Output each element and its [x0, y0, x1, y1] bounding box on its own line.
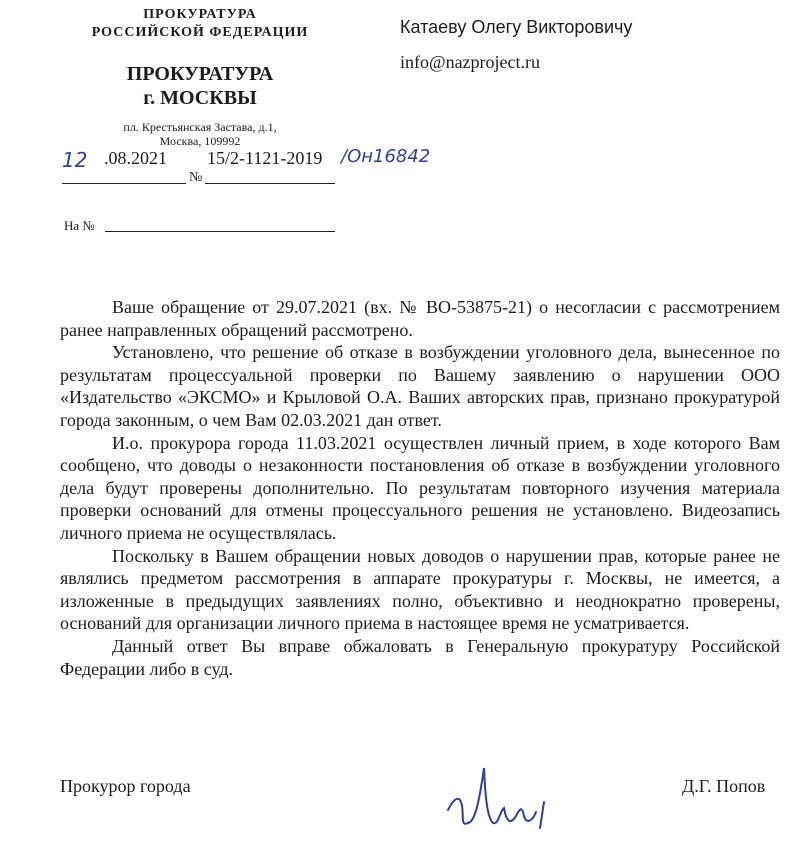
letter-body	[60, 296, 780, 680]
address-line2: Москва, 109992	[159, 134, 241, 148]
number-label: №	[189, 170, 203, 185]
registration-number: 15/2-1121-2019	[207, 148, 323, 168]
body-paragraph: Поскольку в Вашем обращении новых доводов о нарушении прав, которые ранее не являлись предметом рассмотрения в аппарате прокуратуры г. Москвы, не имеется, а изложенные в предыдущих заявлениях полно, объективно и неоднократно проверены, оснований для организации личного приема в настоящее время не усматривается.	[60, 545, 780, 634]
reply-to-underline	[105, 231, 335, 232]
date-underline	[62, 183, 186, 184]
letterhead-office	[60, 62, 340, 110]
recipient-email: info@nazproject.ru	[400, 52, 541, 72]
reply-to-label: На №	[64, 218, 95, 233]
handwritten-registration-suffix: /Он16842	[341, 146, 431, 167]
letterhead-org	[60, 6, 340, 42]
body-paragraph: Ваше обращение от 29.07.2021 (вх. № ВО-53875-21) о несогласии с рассмотрением ранее направленных обращений рассмотрено.	[60, 297, 780, 340]
handwritten-day: 12	[62, 148, 88, 172]
body-paragraph: Установлено, что решение об отказе в возбуждении уголовного дела, вынесенное по результатам процессуальной проверки по Вашему заявлению о нарушении ООО «Издательство «ЭКСМО» и Крыловой О.А. Ваших авторских прав, признано прокуратурой города законным, о чем Вам 02.03.2021 дан ответ.	[60, 342, 780, 430]
registration-date: .08.2021	[104, 148, 167, 168]
letterhead-org-line1: ПРОКУРАТУРА	[143, 7, 257, 22]
letterhead-org-line2: РОССИЙСКОЙ ФЕДЕРАЦИИ	[91, 25, 309, 40]
body-paragraph: Данный ответ Вы вправе обжаловать в Генеральную прокуратуру Российской Федерации либо в суд.	[60, 635, 780, 679]
letterhead-address	[60, 120, 340, 148]
number-underline	[205, 183, 335, 184]
handwritten-signature	[440, 758, 570, 838]
body-paragraph: И.о. прокурора города 11.03.2021 осуществлен личный прием, в ходе которого Вам сообщено, что доводы о незаконности постановления об отказе в возбуждении уголовного дела будут проверены дополнительно. По результатам повторного изучения материала проверки оснований для отмены процессуального решения не установлено. Видеозапись личного приема не осуществлялась.	[60, 432, 780, 543]
address-line1: пл. Крестьянская Застава, д.1,	[123, 120, 277, 134]
signatory-position: Прокурор города	[60, 776, 191, 796]
letterhead-office-line2: г. МОСКВЫ	[143, 87, 257, 109]
letterhead-office-line1: ПРОКУРАТУРА	[126, 63, 274, 85]
signatory-name: Д.Г. Попов	[682, 776, 766, 796]
recipient-name: Катаеву Олегу Викторовичу	[400, 17, 633, 37]
